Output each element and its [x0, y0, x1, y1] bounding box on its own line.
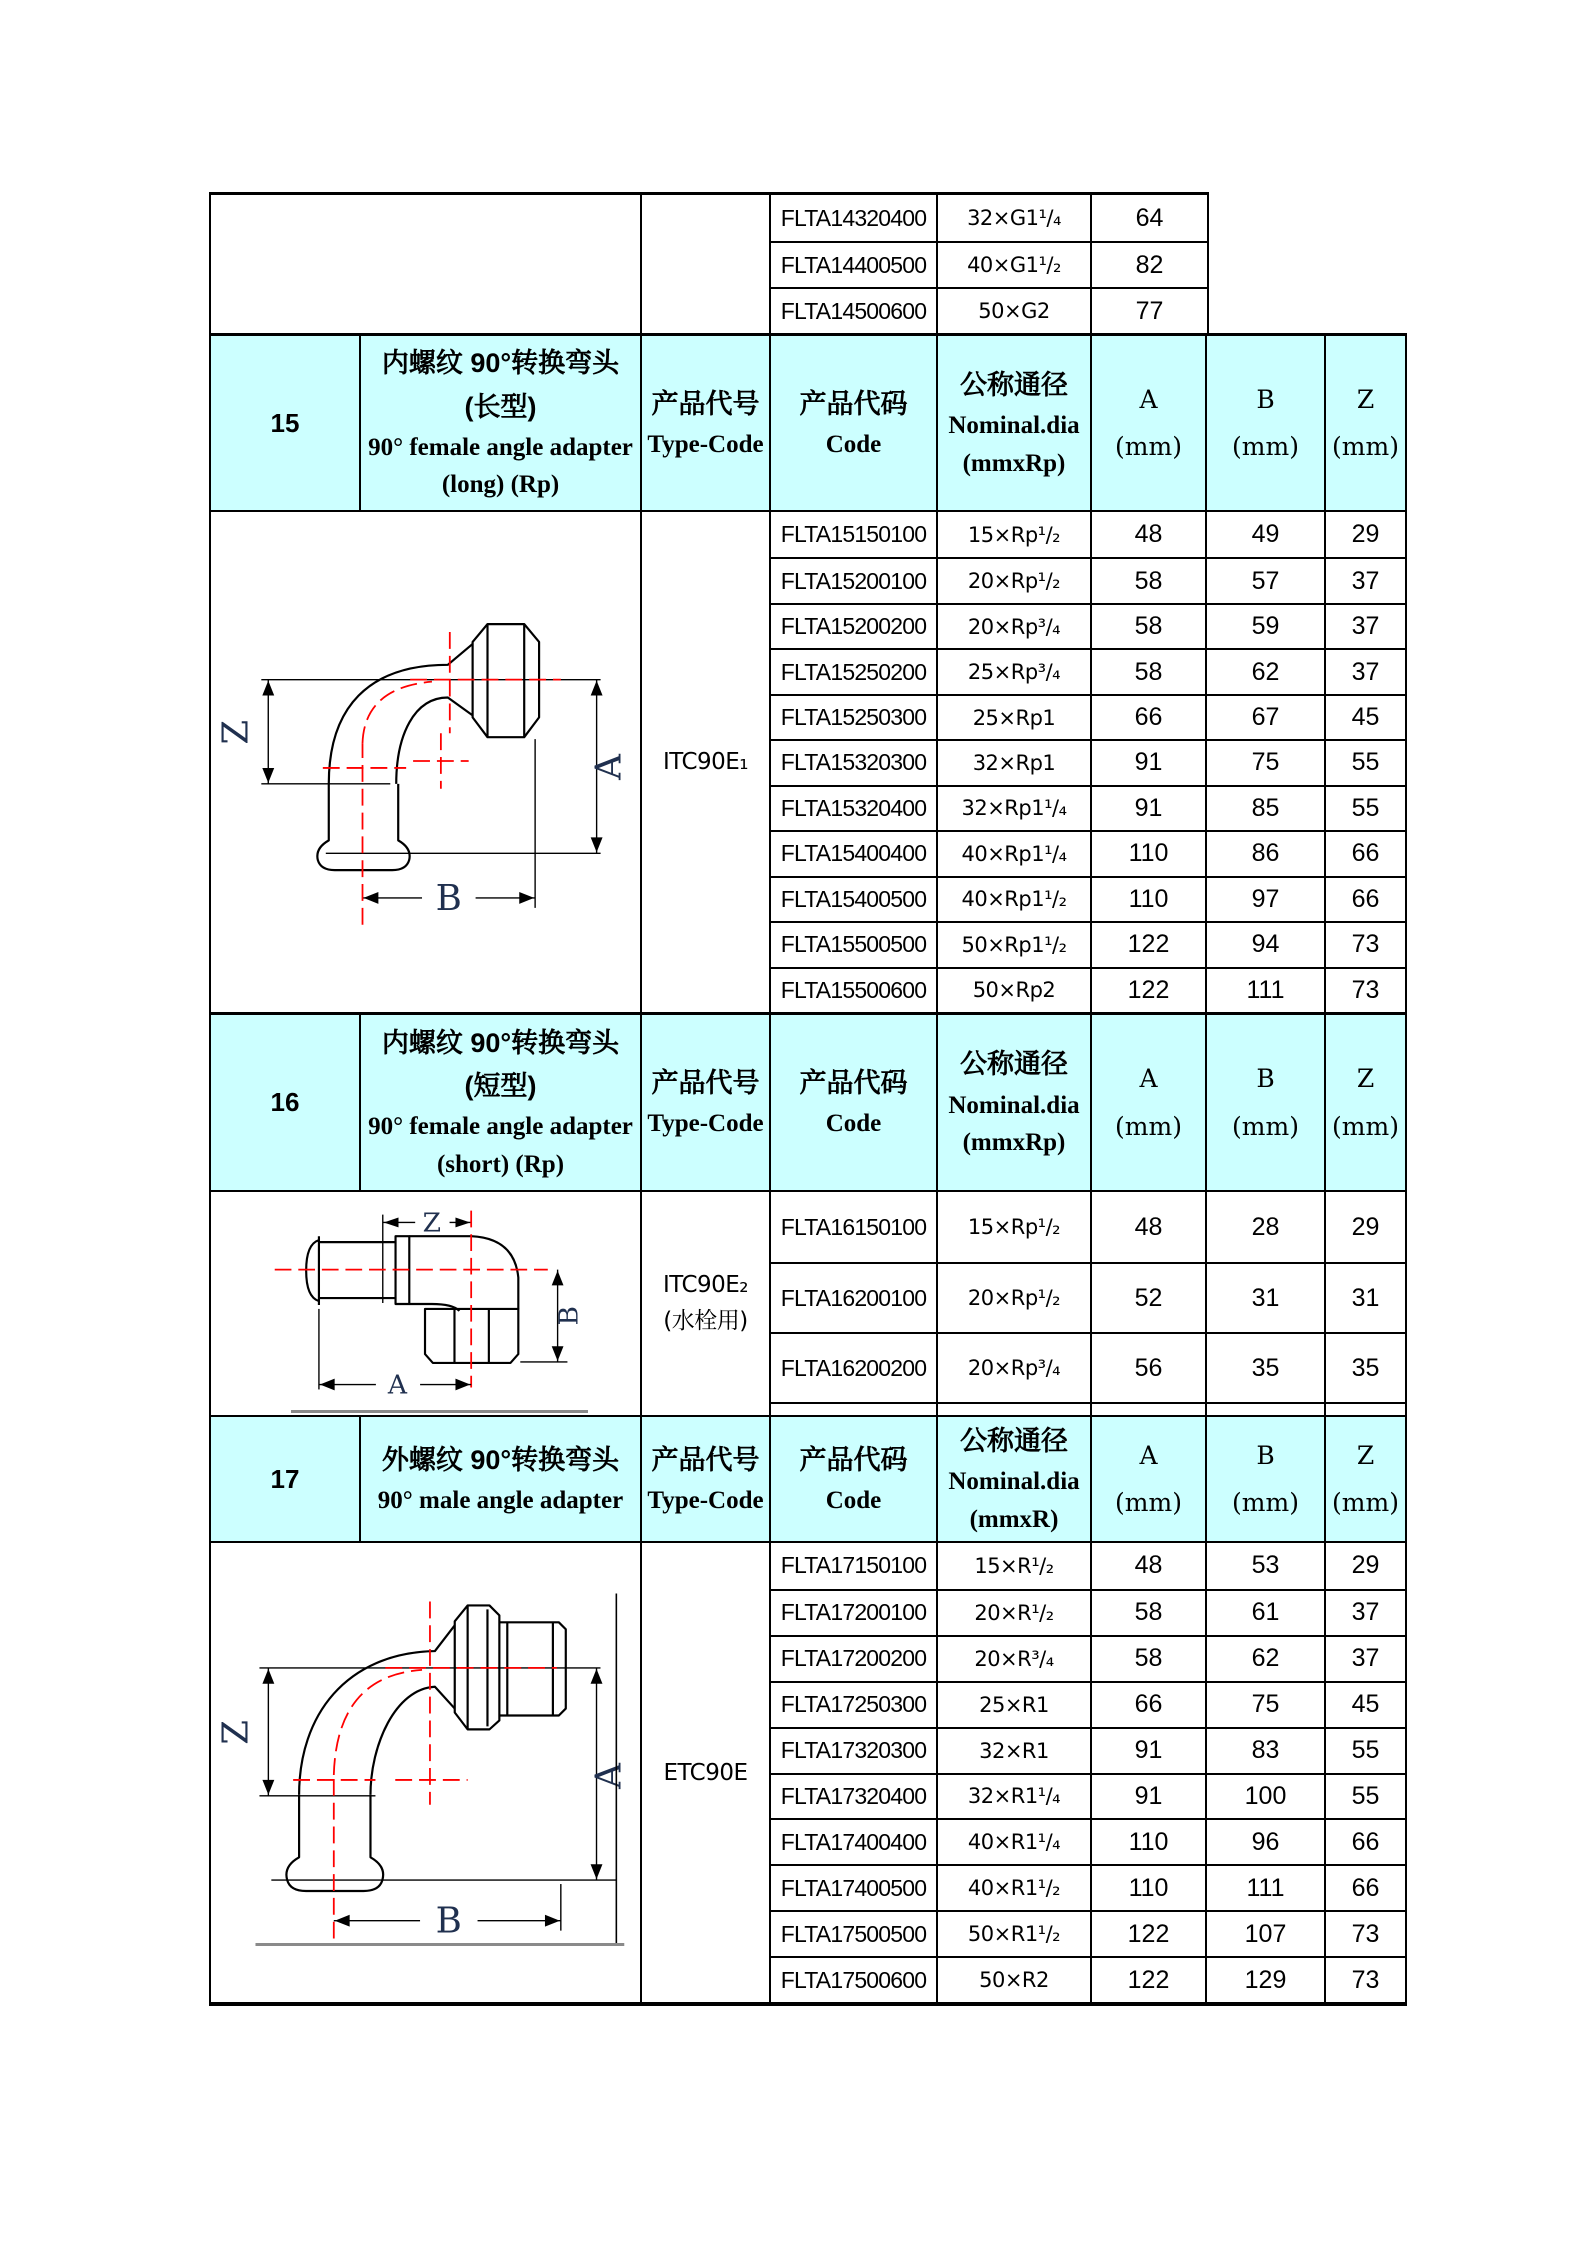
- dim-a-cell: 110: [1092, 1820, 1207, 1864]
- section-16-header: [209, 1012, 1407, 1190]
- type-code-text: ITC90E₁: [662, 749, 749, 775]
- dim-a-cell: 122: [1092, 969, 1207, 1012]
- product-code-cell: FLTA15400500: [771, 878, 938, 921]
- product-code-cell: FLTA16150100: [771, 1192, 938, 1262]
- dim-b-cell: 31: [1207, 1264, 1326, 1332]
- page-break-strip: [771, 1402, 1405, 1415]
- section-16-drawing: [211, 1192, 642, 1415]
- table-row: [771, 1332, 1405, 1402]
- dim-a-label: A: [387, 1369, 408, 1401]
- dim-b-cell: 111: [1207, 969, 1326, 1012]
- elbow-long-drawing: [211, 513, 640, 1011]
- section-title-en: 90° female angle adapter (long) (Rp): [368, 433, 633, 499]
- dim-z-cell: 73: [1351, 1919, 1380, 1948]
- dim-z-cell: 73: [1351, 1965, 1380, 1994]
- nominal-dia-cell: 40×Rp1¹/₂: [938, 878, 1092, 921]
- product-code-cell: FLTA15500600: [771, 969, 938, 1012]
- dim-a-cell: 64: [1135, 203, 1164, 232]
- section-16-rows: [771, 1192, 1405, 1402]
- dim-z-cell: 66: [1351, 1827, 1380, 1856]
- product-code-cell: FLTA15500500: [771, 923, 938, 966]
- nominal-dia-cell: 32×Rp1: [938, 741, 1092, 784]
- dim-a-cell: 58: [1092, 1637, 1207, 1681]
- dim-a-label: A: [588, 754, 630, 780]
- dim-z-cell: 66: [1351, 839, 1380, 868]
- nominal-dia-cell: 50×R1¹/₂: [938, 1912, 1092, 1956]
- product-code-cell: FLTA15250200: [771, 650, 938, 693]
- dim-z-cell: 55: [1351, 1781, 1380, 1810]
- carryover-rows: [771, 195, 1207, 333]
- col-header-b: B (mm): [1207, 1417, 1326, 1541]
- dim-a-cell: 110: [1092, 832, 1207, 875]
- product-code-cell: FLTA15320400: [771, 787, 938, 830]
- nominal-dia-cell: 25×Rp³/₄: [938, 650, 1092, 693]
- product-code-cell: FLTA17250300: [771, 1683, 938, 1727]
- dim-z-cell: 37: [1351, 612, 1380, 641]
- dim-b-cell: 53: [1207, 1543, 1326, 1589]
- product-code-cell: FLTA17400400: [771, 1820, 938, 1864]
- col-header-a: A (mm): [1092, 1015, 1207, 1190]
- col-header-z: Z (mm): [1332, 1064, 1399, 1141]
- col-header-nominal-dia: 公称通径 Nominal.dia (mmxRp): [938, 336, 1092, 510]
- product-code-cell: FLTA17200100: [771, 1591, 938, 1635]
- dim-a-cell: 82: [1135, 250, 1164, 279]
- nominal-dia-cell: 15×Rp¹/₂: [938, 1192, 1092, 1262]
- page-break-artifact: [291, 1410, 588, 1413]
- dim-z-label: Z: [422, 1207, 442, 1239]
- table-row: [771, 1727, 1405, 1773]
- product-code-cell: FLTA16200200: [771, 1334, 938, 1402]
- dim-z-cell: 29: [1351, 520, 1380, 549]
- dim-a-cell: 122: [1092, 923, 1207, 966]
- product-code-cell: FLTA14400500: [771, 243, 938, 287]
- nominal-dia-cell: 32×Rp1¹/₄: [938, 787, 1092, 830]
- nominal-dia-cell: 25×Rp1: [938, 696, 1092, 739]
- dim-a-cell: 58: [1092, 559, 1207, 602]
- male-elbow-drawing: [211, 1542, 640, 2003]
- dim-b-cell: 62: [1207, 650, 1326, 693]
- product-code-cell: FLTA15200200: [771, 605, 938, 648]
- dim-b-cell: 49: [1207, 512, 1326, 557]
- dim-a-cell: 122: [1092, 1958, 1207, 2002]
- dim-a-cell: 66: [1092, 696, 1207, 739]
- section-17-type-code: [642, 1543, 771, 2002]
- nominal-dia-cell: 25×R1: [938, 1683, 1092, 1727]
- section-15-rows: [771, 512, 1405, 1012]
- dim-a-cell: 48: [1092, 512, 1207, 557]
- section-title: 外螺纹 90°转换弯头 90° male angle adapter: [361, 1417, 642, 1541]
- section-title: 内螺纹 90°转换弯头(短型) 90° female angle adapter (short) (Rp): [361, 1015, 642, 1190]
- table-row: [771, 1956, 1405, 2002]
- table-row: [771, 1681, 1405, 1727]
- dim-z-cell: 37: [1351, 1644, 1380, 1673]
- dim-z-cell: 55: [1351, 748, 1380, 777]
- section-16-type-code: [642, 1192, 771, 1415]
- table-row: [771, 1818, 1405, 1864]
- dim-a-cell: 48: [1092, 1543, 1207, 1589]
- col-header-type-code: 产品代号 Type-Code: [642, 1015, 771, 1190]
- dim-a-cell: 91: [1092, 1729, 1207, 1773]
- nominal-dia-cell: 40×R1¹/₂: [938, 1866, 1092, 1910]
- product-code-cell: FLTA17150100: [771, 1543, 938, 1589]
- dim-a-label: A: [588, 1763, 630, 1789]
- dim-a-cell: 58: [1092, 605, 1207, 648]
- product-code-cell: FLTA16200100: [771, 1264, 938, 1332]
- col-header-code: 产品代码 Code: [771, 336, 938, 510]
- nominal-dia-cell: 20×R³/₄: [938, 1637, 1092, 1681]
- dim-b-cell: 61: [1207, 1591, 1326, 1635]
- section-number: 17: [211, 1417, 361, 1541]
- product-code-cell: FLTA17200200: [771, 1637, 938, 1681]
- table-row: [771, 648, 1405, 693]
- table-row: [771, 1262, 1405, 1332]
- dim-b-cell: 83: [1207, 1729, 1326, 1773]
- carryover-empty-type-cell: [642, 195, 771, 333]
- section-17-header: [209, 1415, 1407, 1541]
- nominal-dia-cell: 15×Rp¹/₂: [938, 512, 1092, 557]
- dim-z-cell: 73: [1351, 930, 1380, 959]
- dim-z-cell: 45: [1351, 1690, 1380, 1719]
- product-code-cell: FLTA15400400: [771, 832, 938, 875]
- dim-b-cell: 35: [1207, 1334, 1326, 1402]
- nominal-dia-cell: 40×Rp1¹/₄: [938, 832, 1092, 875]
- section-17-rows: [771, 1543, 1405, 2002]
- dim-a-cell: 91: [1092, 1775, 1207, 1819]
- section-17-drawing: [211, 1543, 642, 2002]
- dim-a-cell: 110: [1092, 878, 1207, 921]
- dim-z-cell: 55: [1351, 793, 1380, 822]
- dim-a-cell: 56: [1092, 1334, 1207, 1402]
- dim-b-cell: 57: [1207, 559, 1326, 602]
- dim-a-cell: 58: [1092, 1591, 1207, 1635]
- dim-b-cell: 28: [1207, 1192, 1326, 1262]
- dim-z-cell: 29: [1351, 1551, 1380, 1580]
- table-row: [771, 830, 1405, 875]
- dim-a-cell: 52: [1092, 1264, 1207, 1332]
- dim-z-cell: 73: [1351, 975, 1380, 1004]
- col-header-type-code: 产品代号 Type-Code: [642, 336, 771, 510]
- nominal-dia-cell: 50×Rp2: [938, 969, 1092, 1012]
- product-code-cell: FLTA17320300: [771, 1729, 938, 1773]
- dim-z-cell: 37: [1351, 566, 1380, 595]
- dim-b-cell: 94: [1207, 923, 1326, 966]
- section-number: 16: [211, 1015, 361, 1190]
- dim-a-cell: 110: [1092, 1866, 1207, 1910]
- section-17-data: [209, 1541, 1407, 2006]
- section-title: [361, 336, 642, 510]
- table-row: [771, 512, 1405, 557]
- col-header-nominal-dia: 公称通径 Nominal.dia (mmxRp): [938, 1015, 1092, 1190]
- dim-a-cell: 48: [1092, 1192, 1207, 1262]
- col-header-z: Z (mm): [1332, 384, 1399, 461]
- nominal-dia-cell: 20×Rp¹/₂: [938, 559, 1092, 602]
- col-header-a: A (mm): [1092, 336, 1207, 510]
- table-row: [771, 1910, 1405, 1956]
- dim-b-cell: 96: [1207, 1820, 1326, 1864]
- nominal-dia-cell: 40×R1¹/₄: [938, 1820, 1092, 1864]
- dim-b-label: B: [553, 1306, 585, 1326]
- col-header-a: A (mm): [1092, 1417, 1207, 1541]
- col-header-nominal-dia: 公称通径 Nominal.dia (mmxR): [938, 1417, 1092, 1541]
- type-code-text: ETC90E: [663, 1759, 748, 1786]
- product-code-cell: FLTA15150100: [771, 512, 938, 557]
- dim-a-cell: 77: [1135, 296, 1164, 325]
- dim-b-cell: 85: [1207, 787, 1326, 830]
- col-header-code: 产品代码 Code: [771, 1015, 938, 1190]
- nominal-dia-cell: 50×G2: [938, 289, 1092, 333]
- carryover-rows-block: [209, 192, 1209, 333]
- product-code-cell: FLTA17400500: [771, 1866, 938, 1910]
- dim-b-label: B: [435, 1900, 462, 1942]
- table-row: [771, 557, 1405, 602]
- section-15-drawing: [211, 512, 642, 1012]
- dim-z-cell: 66: [1351, 884, 1380, 913]
- dim-b-label: B: [435, 877, 462, 919]
- product-code-cell: FLTA15250300: [771, 696, 938, 739]
- nominal-dia-cell: 40×G1¹/₂: [938, 243, 1092, 287]
- nominal-dia-cell: 50×Rp1¹/₂: [938, 923, 1092, 966]
- col-header-code: 产品代码 Code: [771, 1417, 938, 1541]
- dim-b-cell: 97: [1207, 878, 1326, 921]
- dim-z-cell: 55: [1351, 1736, 1380, 1765]
- col-header-type-code: 产品代号 Type-Code: [642, 1417, 771, 1541]
- table-row: [771, 241, 1207, 287]
- section-number: [211, 336, 361, 510]
- dim-z-cell: 37: [1351, 1598, 1380, 1627]
- nominal-dia-cell: 32×R1¹/₄: [938, 1775, 1092, 1819]
- table-row: [771, 1773, 1405, 1819]
- col-header-z: Z (mm): [1332, 1440, 1399, 1517]
- product-code-cell: FLTA15320300: [771, 741, 938, 784]
- dim-a-cell: 91: [1092, 787, 1207, 830]
- dim-a-cell: 122: [1092, 1912, 1207, 1956]
- table-row: [771, 739, 1405, 784]
- dim-b-cell: 111: [1207, 1866, 1326, 1910]
- dim-z-label: Z: [215, 1719, 257, 1745]
- product-code-cell: FLTA14500600: [771, 289, 938, 333]
- table-row: [771, 1192, 1405, 1262]
- dim-b-cell: 75: [1207, 741, 1326, 784]
- section-title-zh: 内螺纹 90°转换弯头(长型): [381, 348, 620, 422]
- dim-b-cell: 59: [1207, 605, 1326, 648]
- section-15-type-code: [642, 512, 771, 1012]
- table-row: [771, 603, 1405, 648]
- dim-z-cell: 37: [1351, 657, 1380, 686]
- table-row: [771, 287, 1207, 333]
- dim-b-cell: 67: [1207, 696, 1326, 739]
- dim-b-cell: 100: [1207, 1775, 1326, 1819]
- section-15-data: [209, 510, 1407, 1012]
- table-row: [771, 694, 1405, 739]
- nominal-dia-cell: 20×Rp³/₄: [938, 605, 1092, 648]
- nominal-dia-cell: 20×Rp¹/₂: [938, 1264, 1092, 1332]
- dim-a-cell: 66: [1092, 1683, 1207, 1727]
- elbow-short-drawing: [211, 1193, 640, 1414]
- dim-z-cell: 66: [1351, 1873, 1380, 1902]
- nominal-dia-cell: 32×R1: [938, 1729, 1092, 1773]
- nominal-dia-cell: 50×R2: [938, 1958, 1092, 2002]
- dim-b-cell: 129: [1207, 1958, 1326, 2002]
- dim-b-cell: 62: [1207, 1637, 1326, 1681]
- dim-b-cell: 75: [1207, 1683, 1326, 1727]
- dim-z-cell: 31: [1351, 1283, 1380, 1312]
- nominal-dia-cell: 15×R¹/₂: [938, 1543, 1092, 1589]
- nominal-dia-cell: 32×G1¹/₄: [938, 195, 1092, 241]
- col-header-b: B (mm): [1207, 1015, 1326, 1190]
- dim-b-cell: 86: [1207, 832, 1326, 875]
- dim-z-cell: 45: [1351, 703, 1380, 732]
- table-row: [771, 195, 1207, 241]
- carryover-empty-cell: [211, 195, 642, 333]
- nominal-dia-cell: 20×Rp³/₄: [938, 1334, 1092, 1402]
- table-row: [771, 1864, 1405, 1910]
- section-16-data: [209, 1190, 1407, 1415]
- type-code-note: (水栓用): [663, 1308, 748, 1334]
- product-code-cell: FLTA17500600: [771, 1958, 938, 2002]
- table-row: [771, 1589, 1405, 1635]
- table-row: [771, 876, 1405, 921]
- col-header-b: B (mm): [1207, 336, 1326, 510]
- table-row: [771, 1543, 1405, 1589]
- dim-a-cell: 91: [1092, 741, 1207, 784]
- dim-z-cell: 29: [1351, 1212, 1380, 1241]
- nominal-dia-cell: 20×R¹/₂: [938, 1591, 1092, 1635]
- dim-b-cell: 107: [1207, 1912, 1326, 1956]
- section-number-text: 15: [270, 407, 300, 438]
- table-row: [771, 1635, 1405, 1681]
- section-15-header: [209, 333, 1407, 510]
- fittings-spec-table: [209, 192, 1407, 2006]
- product-code-cell: FLTA15200100: [771, 559, 938, 602]
- product-code-cell: FLTA17500500: [771, 1912, 938, 1956]
- type-code-text: ITC90E₂: [662, 1272, 749, 1298]
- product-code-cell: FLTA17320400: [771, 1775, 938, 1819]
- table-row: [771, 785, 1405, 830]
- dim-z-cell: 35: [1351, 1353, 1380, 1382]
- dim-a-cell: 58: [1092, 650, 1207, 693]
- table-row: [771, 967, 1405, 1012]
- table-row: [771, 921, 1405, 966]
- product-code-cell: FLTA14320400: [771, 195, 938, 241]
- dim-z-label: Z: [215, 719, 257, 745]
